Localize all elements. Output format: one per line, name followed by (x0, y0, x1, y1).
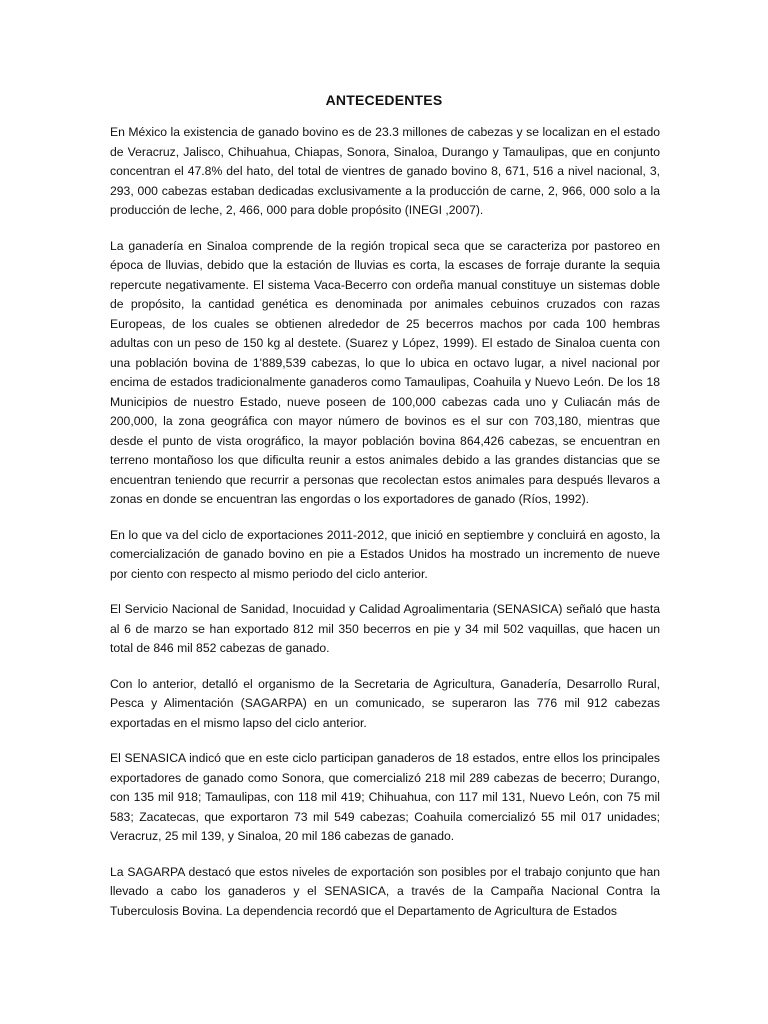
paragraph-7: La SAGARPA destacó que estos niveles de exportación son posibles por el trabajo conjunto que han llevado a cabo los ganaderos y el SENASICA, a través de la Campaña Nacional Contra la Tuberculosis Bovina. La dependencia recordó que el Departamento de Agricultura de Estados (110, 864, 660, 918)
paragraph-1: En México la existencia de ganado bovino es de 23.3 millones de cabezas y se localizan en el estado de Veracruz, Jalisco, Chihuahua, Chiapas, Sonora, Sinaloa, Durango y Tamaulipas, que en conjunto concentran el 47.8% del hato, del total de vientres de ganado bovino 8, 671, 516 a nivel nacional, 3, 293, 000 cabezas estaban dedicadas exclusivamente a la producción de carne, 2, 966, 000 solo a la producción de leche, 2, 466, 000 para doble propósito (INEGI ,2007). (110, 125, 660, 217)
document-body (110, 123, 660, 937)
paragraph-5: Con lo anterior, detalló el organismo de la Secretaria de Agricultura, Ganadería, Desarrollo Rural, Pesca y Alimentación (SAGARPA) en un comunicado, se superaron las 776 mil 912 cabezas exportadas en el mismo lapso del ciclo anterior. (110, 676, 660, 730)
paragraph-3: En lo que va del ciclo de exportaciones 2011-2012, que inició en septiembre y concluirá en agosto, la comercialización de ganado bovino en pie a Estados Unidos ha mostrado un incremento de nueve por ciento con respecto al mismo periodo del ciclo anterior. (110, 527, 660, 581)
document-title: ANTECEDENTES (325, 92, 443, 108)
paragraph-6: El SENASICA indicó que en este ciclo participan ganaderos de 18 estados, entre ellos los principales exportadores de ganado como Sonora, que comercializó 218 mil 289 cabezas de becerro; Durango, con 135 mil 918; Tamaulipas, con 118 mil 419; Chihuahua, con 117 mil 131, Nuevo León, con 75 mil 583; Zacatecas, que exportaron 73 mil 549 cabezas; Coahuila comercializó 55 mil 017 unidades; Veracruz, 25 mil 139, y Sinaloa, 20 mil 186 cabezas de ganado. (110, 751, 660, 843)
paragraph-4: El Servicio Nacional de Sanidad, Inocuidad y Calidad Agroalimentaria (SENASICA) señaló que hasta al 6 de marzo se han exportado 812 mil 350 becerros en pie y 34 mil 502 vaquillas, que hacen un total de 846 mil 852 cabezas de ganado. (110, 602, 660, 655)
paragraph-2: La ganadería en Sinaloa comprende de la región tropical seca que se caracteriza por pastoreo en época de lluvias, debido que la estación de lluvias es corta, la escases de forraje durante la sequia repercute negativamente. El sistema Vaca-Becerro con ordeña manual constituye un sistemas doble de propósito, la cantidad genética es denominada por animales cebuinos cruzados con razas Europeas, de los cuales se obtienen alrededor de 25 becerros machos por cada 100 hembras adultas con un peso de 150 kg al destete. (Suarez y López, 1999). El estado de Sinaloa cuenta con una población bovina de 1'889,539 cabezas, lo que lo ubica en octavo lugar, a nivel nacional por encima de estados tradicionalmente ganaderos como Tamaulipas, Coahuila y Nuevo León. De los 18 Municipios de nuestro Estado, nueve poseen de 100,000 cabezas cada uno y Culiacán más de 200,000, la zona geográfica con mayor número de bovinos es el sur con 703,180, mientras que desde el punto de vista orográfico, la mayor población bovina 864,426 cabezas, se encuentran en terreno montañoso los que dificulta reunir a estos animales debido a las grandes distancias que se encuentran teniendo que recurrir a personas que recolectan estos animales para después llevaros a zonas en donde se encuentran las engordas o los exportadores de ganado (Ríos, 1992). (110, 238, 660, 506)
